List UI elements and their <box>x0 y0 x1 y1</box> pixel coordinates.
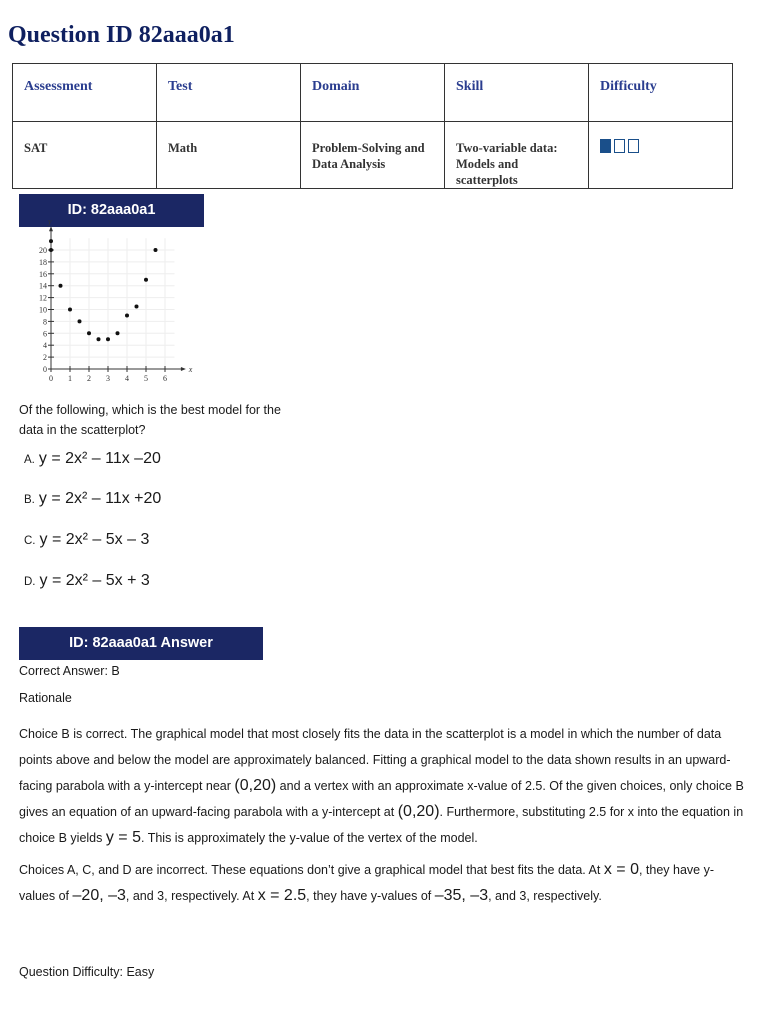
question-id-banner: ID: 82aaa0a1 <box>19 194 204 227</box>
x-tick-label: 3 <box>106 374 110 383</box>
choice-c-equation: y = 2x² – 5x – 3 <box>39 531 150 548</box>
answer-id-banner: ID: 82aaa0a1 Answer <box>19 627 263 660</box>
y-tick-label: 6 <box>43 329 47 339</box>
data-point <box>68 308 72 312</box>
correct-answer: Correct Answer: B <box>19 664 120 678</box>
y-tick-label: 4 <box>43 341 47 351</box>
data-point <box>154 248 158 252</box>
header-assessment: Assessment <box>13 64 157 122</box>
header-domain: Domain <box>301 64 445 122</box>
data-point <box>135 305 139 309</box>
y-tick-label: 16 <box>39 269 47 279</box>
y-tick-label: 8 <box>43 317 47 327</box>
y-tick-label: 12 <box>39 293 47 303</box>
choice-b-letter: B. <box>24 494 35 506</box>
p1-math-3: y = 5 <box>105 829 141 846</box>
difficulty-indicator <box>600 139 721 153</box>
data-point <box>59 284 63 288</box>
question-text: Of the following, which is the best model for the data in the scatterplot? <box>19 403 281 437</box>
assessment-value: SAT <box>13 122 157 189</box>
test-value: Math <box>157 122 301 189</box>
p1-text-b: and a vertex with an approximate x-value of 2.5. Of the given choices, only choice B gives an equation of an upward-facing parabola with a y-intercept at <box>19 779 744 819</box>
choice-b <box>24 490 161 508</box>
data-point <box>125 313 129 317</box>
meta-value-row <box>13 122 733 189</box>
choice-a-equation: y = 2x² – 11x –20 <box>38 450 161 467</box>
x-tick-label: 0 <box>49 374 53 383</box>
scatterplot <box>26 217 196 388</box>
p2-math-3: x = 2.5 <box>257 887 307 904</box>
x-tick-label: 4 <box>125 374 129 383</box>
choice-a <box>24 450 161 468</box>
p2-text-c: , and 3, respectively. At <box>125 889 258 903</box>
y-tick-label: 14 <box>39 281 47 291</box>
data-point <box>144 278 148 282</box>
p1-text-d: . This is approximately the y-value of the vertex of the model. <box>141 831 478 845</box>
choice-d <box>24 572 150 590</box>
data-point <box>116 331 120 335</box>
x-axis-arrow <box>181 367 186 371</box>
y-tick-label: 20 <box>39 246 47 255</box>
p2-text-b: , they have y-values of <box>19 863 715 903</box>
p1-math-2: (0,20) <box>397 803 440 820</box>
y-axis-label: y <box>48 217 52 227</box>
difficulty-square <box>614 139 625 153</box>
difficulty-square <box>628 139 639 153</box>
y-tick-label: 0 <box>43 365 47 374</box>
meta-header-row <box>13 64 733 122</box>
rationale-label: Rationale <box>19 691 72 705</box>
p1-math-1: (0,20) <box>234 777 277 794</box>
header-difficulty: Difficulty <box>589 64 733 122</box>
difficulty-value <box>589 122 733 189</box>
p2-math-4: –35, –3 <box>434 887 489 904</box>
choice-c <box>24 531 149 549</box>
header-skill: Skill <box>445 64 589 122</box>
x-tick-label: 1 <box>68 374 72 383</box>
difficulty-square <box>600 139 611 153</box>
p2-text-a: Choices A, C, and D are incorrect. These equations don’t give a graphical model that best fits the data. At <box>19 863 604 877</box>
p2-text-e: , and 3, respectively. <box>488 889 602 903</box>
domain-value: Problem-Solving and Data Analysis <box>301 122 445 189</box>
data-point <box>97 337 101 341</box>
data-point <box>78 319 82 323</box>
x-tick-label: 2 <box>87 374 91 383</box>
choice-c-letter: C. <box>24 535 36 547</box>
p2-text-d: , they have y-values of <box>306 889 435 903</box>
difficulty-footer: Question Difficulty: Easy <box>19 965 155 979</box>
choice-b-equation: y = 2x² – 11x +20 <box>38 490 162 507</box>
skill-value: Two-variable data: Models and scatterplots <box>445 122 589 189</box>
data-point <box>49 248 53 252</box>
question-meta-table <box>12 63 733 189</box>
rationale-paragraph-2 <box>19 857 749 909</box>
choice-d-letter: D. <box>24 576 36 588</box>
y-tick-label: 18 <box>39 257 47 267</box>
choice-a-letter: A. <box>24 454 35 466</box>
y-tick-label: 10 <box>39 305 47 315</box>
x-tick-label: 5 <box>144 374 148 383</box>
page-title: Question ID 82aaa0a1 <box>8 22 235 48</box>
p1-text-a: Choice B is correct. The graphical model that most closely fits the data in the scatterplot is a model in which the number of data points above and below the model are approximately balanced. Fitting a graphical model to the data shown results in an upward-facing parabola with a y-intercept near <box>19 727 731 793</box>
p2-math-2: –20, –3 <box>72 887 126 904</box>
header-test: Test <box>157 64 301 122</box>
p1-text-c: . Furthermore, substituting 2.5 for x into the equation in choice B yields <box>19 805 744 845</box>
data-point <box>106 337 110 341</box>
choice-d-equation: y = 2x² – 5x + 3 <box>39 572 150 589</box>
data-point <box>87 331 91 335</box>
data-point <box>49 239 53 243</box>
x-axis-label: x <box>188 365 193 374</box>
y-tick-label: 2 <box>43 353 47 363</box>
p2-math-1: x = 0 <box>603 861 639 878</box>
rationale-paragraph-1 <box>19 721 749 851</box>
x-tick-label: 6 <box>163 374 167 383</box>
